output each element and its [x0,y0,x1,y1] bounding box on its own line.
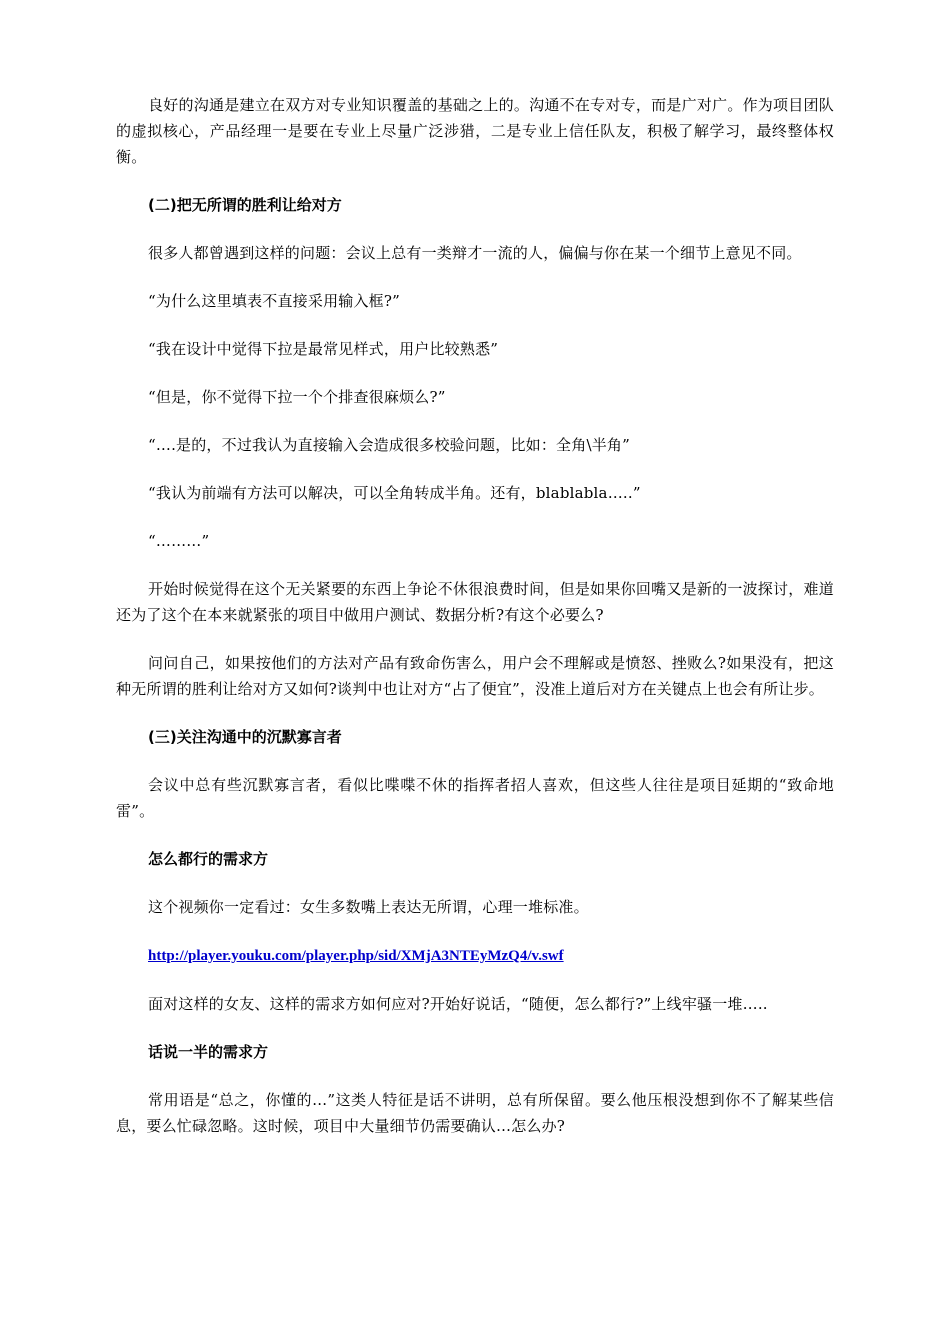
paragraph-video: 这个视频你一定看过：女生多数嘴上表达无所谓，心理一堆标准。 [148,898,589,916]
dialogue-line-1: “为什么这里填表不直接采用输入框?” [148,292,400,310]
document-body [116,92,834,1139]
dialogue-line-4: “….是的，不过我认为直接输入会造成很多校验问题，比如：全角\半角” [148,436,630,454]
paragraph-ask-yourself: 问问自己，如果按他们的方法对产品有致命伤害么，用户会不理解或是愤怒、挫败么?如果没有，把这种无所谓的胜利让给对方又如何?谈判中也让对方“占了便宜”，没准上道后对方在关键点上也会有所让步。 [116,654,834,698]
section-heading-3: (三)关注沟通中的沉默寡言者 [148,728,342,746]
paragraph-silent-ones: 会议中总有些沉默寡言者，看似比喋喋不休的指挥者招人喜欢，但这些人往往是项目延期的“致命地雷”。 [116,776,834,820]
paragraph-how-to-respond: 面对这样的女友、这样的需求方如何应对?开始好说话，“随便，怎么都行?”上线牢骚一堆….. [148,995,768,1013]
paragraph-you-know: 常用语是“总之，你懂的…”这类人特征是话不讲明，总有所保留。要么他压根没想到你不了解某些信息，要么忙碌忽略。这时候，项目中大量细节仍需要确认…怎么办? [116,1091,834,1135]
subheading-anything-goes: 怎么都行的需求方 [148,850,269,868]
subheading-half-said: 话说一半的需求方 [148,1043,269,1061]
dialogue-line-3: “但是，你不觉得下拉一个个排查很麻烦么?” [148,388,446,406]
video-link[interactable]: http://player.youku.com/player.php/sid/XMjA3NTEyMzQ4/v.swf [148,948,564,964]
paragraph-debate-intro: 很多人都曾遇到这样的问题：会议上总有一类辩才一流的人，偏偏与你在某一个细节上意见不同。 [148,244,802,262]
paragraph-communication-basis: 良好的沟通是建立在双方对专业知识覆盖的基础之上的。沟通不在专对专，而是广对广。作为项目团队的虚拟核心，产品经理一是要在专业上尽量广泛涉猎，二是专业上信任队友，积极了解学习，最终整体权衡。 [116,96,834,166]
video-link-line [116,942,834,969]
dialogue-line-2: “我在设计中觉得下拉是最常见样式，用户比较熟悉” [148,340,499,358]
paragraph-waste-time: 开始时候觉得在这个无关紧要的东西上争论不休很浪费时间，但是如果你回嘴又是新的一波探讨，难道还为了这个在本来就紧张的项目中做用户测试、数据分析?有这个必要么? [116,580,834,624]
dialogue-line-5: “我认为前端有方法可以解决，可以全角转成半角。还有，blablabla…..” [148,484,641,502]
section-heading-2: (二)把无所谓的胜利让给对方 [148,196,342,214]
dialogue-line-6: “………” [148,532,210,550]
